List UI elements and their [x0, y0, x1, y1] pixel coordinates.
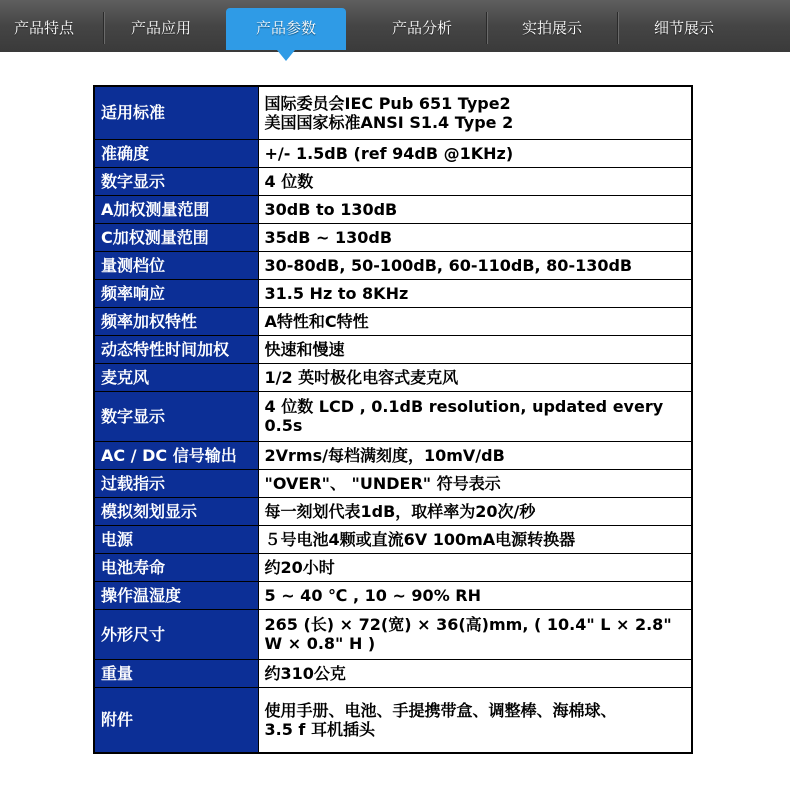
tab-product-applications[interactable]: 产品应用 — [130, 19, 191, 37]
spec-value-line: 31.5 Hz to 8KHz — [264, 283, 409, 303]
spec-label: A加权测量范围 — [94, 195, 258, 223]
spec-label: 附件 — [94, 687, 258, 753]
spec-label: 重量 — [94, 659, 258, 687]
spec-value-line: 每一刻划代表1dB，取样率为20次/秒 — [264, 501, 536, 521]
tab-photo-gallery[interactable]: 实拍展示 — [521, 19, 582, 37]
spec-value — [258, 307, 692, 335]
spec-label: C加权测量范围 — [94, 223, 258, 251]
spec-value — [258, 441, 692, 469]
spec-value-line: 使用手册、电池、手提携带盒、调整棒、海棉球、 — [264, 700, 617, 720]
spec-label: 麦克风 — [94, 363, 258, 391]
spec-row — [94, 497, 692, 525]
spec-row — [94, 553, 692, 581]
spec-value-line: 快速和慢速 — [264, 339, 345, 359]
tab-product-analysis[interactable]: 产品分析 — [391, 19, 452, 37]
spec-value-line: 30dB to 130dB — [264, 199, 398, 219]
spec-value-line: 4 位数 LCD , 0.1dB resolution, updated every 0.5s — [264, 397, 664, 435]
spec-row — [94, 307, 692, 335]
spec-label: 电源 — [94, 525, 258, 553]
spec-value-line: 约310公克 — [264, 663, 346, 683]
spec-value — [258, 251, 692, 279]
spec-value-line: 35dB ~ 130dB — [264, 227, 393, 247]
spec-value — [258, 553, 692, 581]
spec-row — [94, 195, 692, 223]
spec-row — [94, 659, 692, 687]
spec-label: 数字显示 — [94, 167, 258, 195]
spec-value-line: 2Vrms/每档满刻度，10mV/dB — [264, 445, 505, 465]
spec-value — [258, 363, 692, 391]
spec-value — [258, 609, 692, 659]
spec-value-line: 美国国家标准ANSI S1.4 Type 2 — [264, 112, 514, 132]
spec-value-line: 3.5 f 耳机插头 — [264, 719, 375, 739]
spec-value — [258, 581, 692, 609]
spec-value-line: +/- 1.5dB (ref 94dB @1KHz) — [264, 143, 514, 163]
tab-product-parameters[interactable]: 产品参数 — [226, 8, 346, 50]
spec-value — [258, 497, 692, 525]
spec-label: 准确度 — [94, 139, 258, 167]
spec-value — [258, 335, 692, 363]
spec-row — [94, 687, 692, 753]
spec-value — [258, 391, 692, 441]
spec-label: 频率响应 — [94, 279, 258, 307]
spec-label: 电池寿命 — [94, 553, 258, 581]
spec-label: 外形尺寸 — [94, 609, 258, 659]
top-nav-bar — [0, 0, 790, 52]
spec-value-line: 5 ~ 40 ℃ , 10 ~ 90% RH — [264, 585, 481, 605]
spec-value — [258, 167, 692, 195]
tab-product-features[interactable]: 产品特点 — [13, 19, 74, 37]
spec-value-line: A特性和C特性 — [264, 311, 369, 331]
spec-value-line: "OVER"、 "UNDER" 符号表示 — [264, 473, 501, 493]
spec-value — [258, 659, 692, 687]
spec-value-line: ５号电池4颗或直流6V 100mA电源转换器 — [264, 529, 576, 549]
spec-value — [258, 279, 692, 307]
spec-value — [258, 525, 692, 553]
spec-value — [258, 223, 692, 251]
spec-value — [258, 195, 692, 223]
spec-row — [94, 279, 692, 307]
spec-value-line: 国际委员会IEC Pub 651 Type2 — [264, 93, 511, 113]
spec-label: 动态特性时间加权 — [94, 335, 258, 363]
spec-value — [258, 687, 692, 753]
spec-row — [94, 223, 692, 251]
tab-detail-showcase[interactable]: 细节展示 — [653, 19, 714, 37]
spec-value-line: 265 (长) × 72(宽) × 36(高)mm, ( 10.4" L × 2.8" W × 0.8" H ) — [264, 615, 672, 653]
spec-row — [94, 167, 692, 195]
spec-row — [94, 581, 692, 609]
spec-value-line: 约20小时 — [264, 557, 335, 577]
spec-value-line: 4 位数 — [264, 171, 314, 191]
spec-label: 过载指示 — [94, 469, 258, 497]
spec-row — [94, 391, 692, 441]
spec-label: 适用标准 — [94, 86, 258, 139]
spec-label: 数字显示 — [94, 391, 258, 441]
spec-label: 频率加权特性 — [94, 307, 258, 335]
spec-label: 量测档位 — [94, 251, 258, 279]
spec-row — [94, 525, 692, 553]
spec-row — [94, 251, 692, 279]
spec-row — [94, 363, 692, 391]
spec-value-line: 1/2 英吋极化电容式麦克风 — [264, 367, 459, 387]
spec-value — [258, 469, 692, 497]
spec-value — [258, 86, 692, 139]
spec-row — [94, 335, 692, 363]
spec-row — [94, 609, 692, 659]
spec-label: AC / DC 信号输出 — [94, 441, 258, 469]
spec-label: 操作温湿度 — [94, 581, 258, 609]
spec-value — [258, 139, 692, 167]
spec-value-line: 30-80dB, 50-100dB, 60-110dB, 80-130dB — [264, 255, 633, 275]
spec-table — [93, 85, 693, 754]
spec-label: 模拟刻划显示 — [94, 497, 258, 525]
spec-row — [94, 86, 692, 139]
spec-row — [94, 441, 692, 469]
spec-row — [94, 469, 692, 497]
spec-row — [94, 139, 692, 167]
